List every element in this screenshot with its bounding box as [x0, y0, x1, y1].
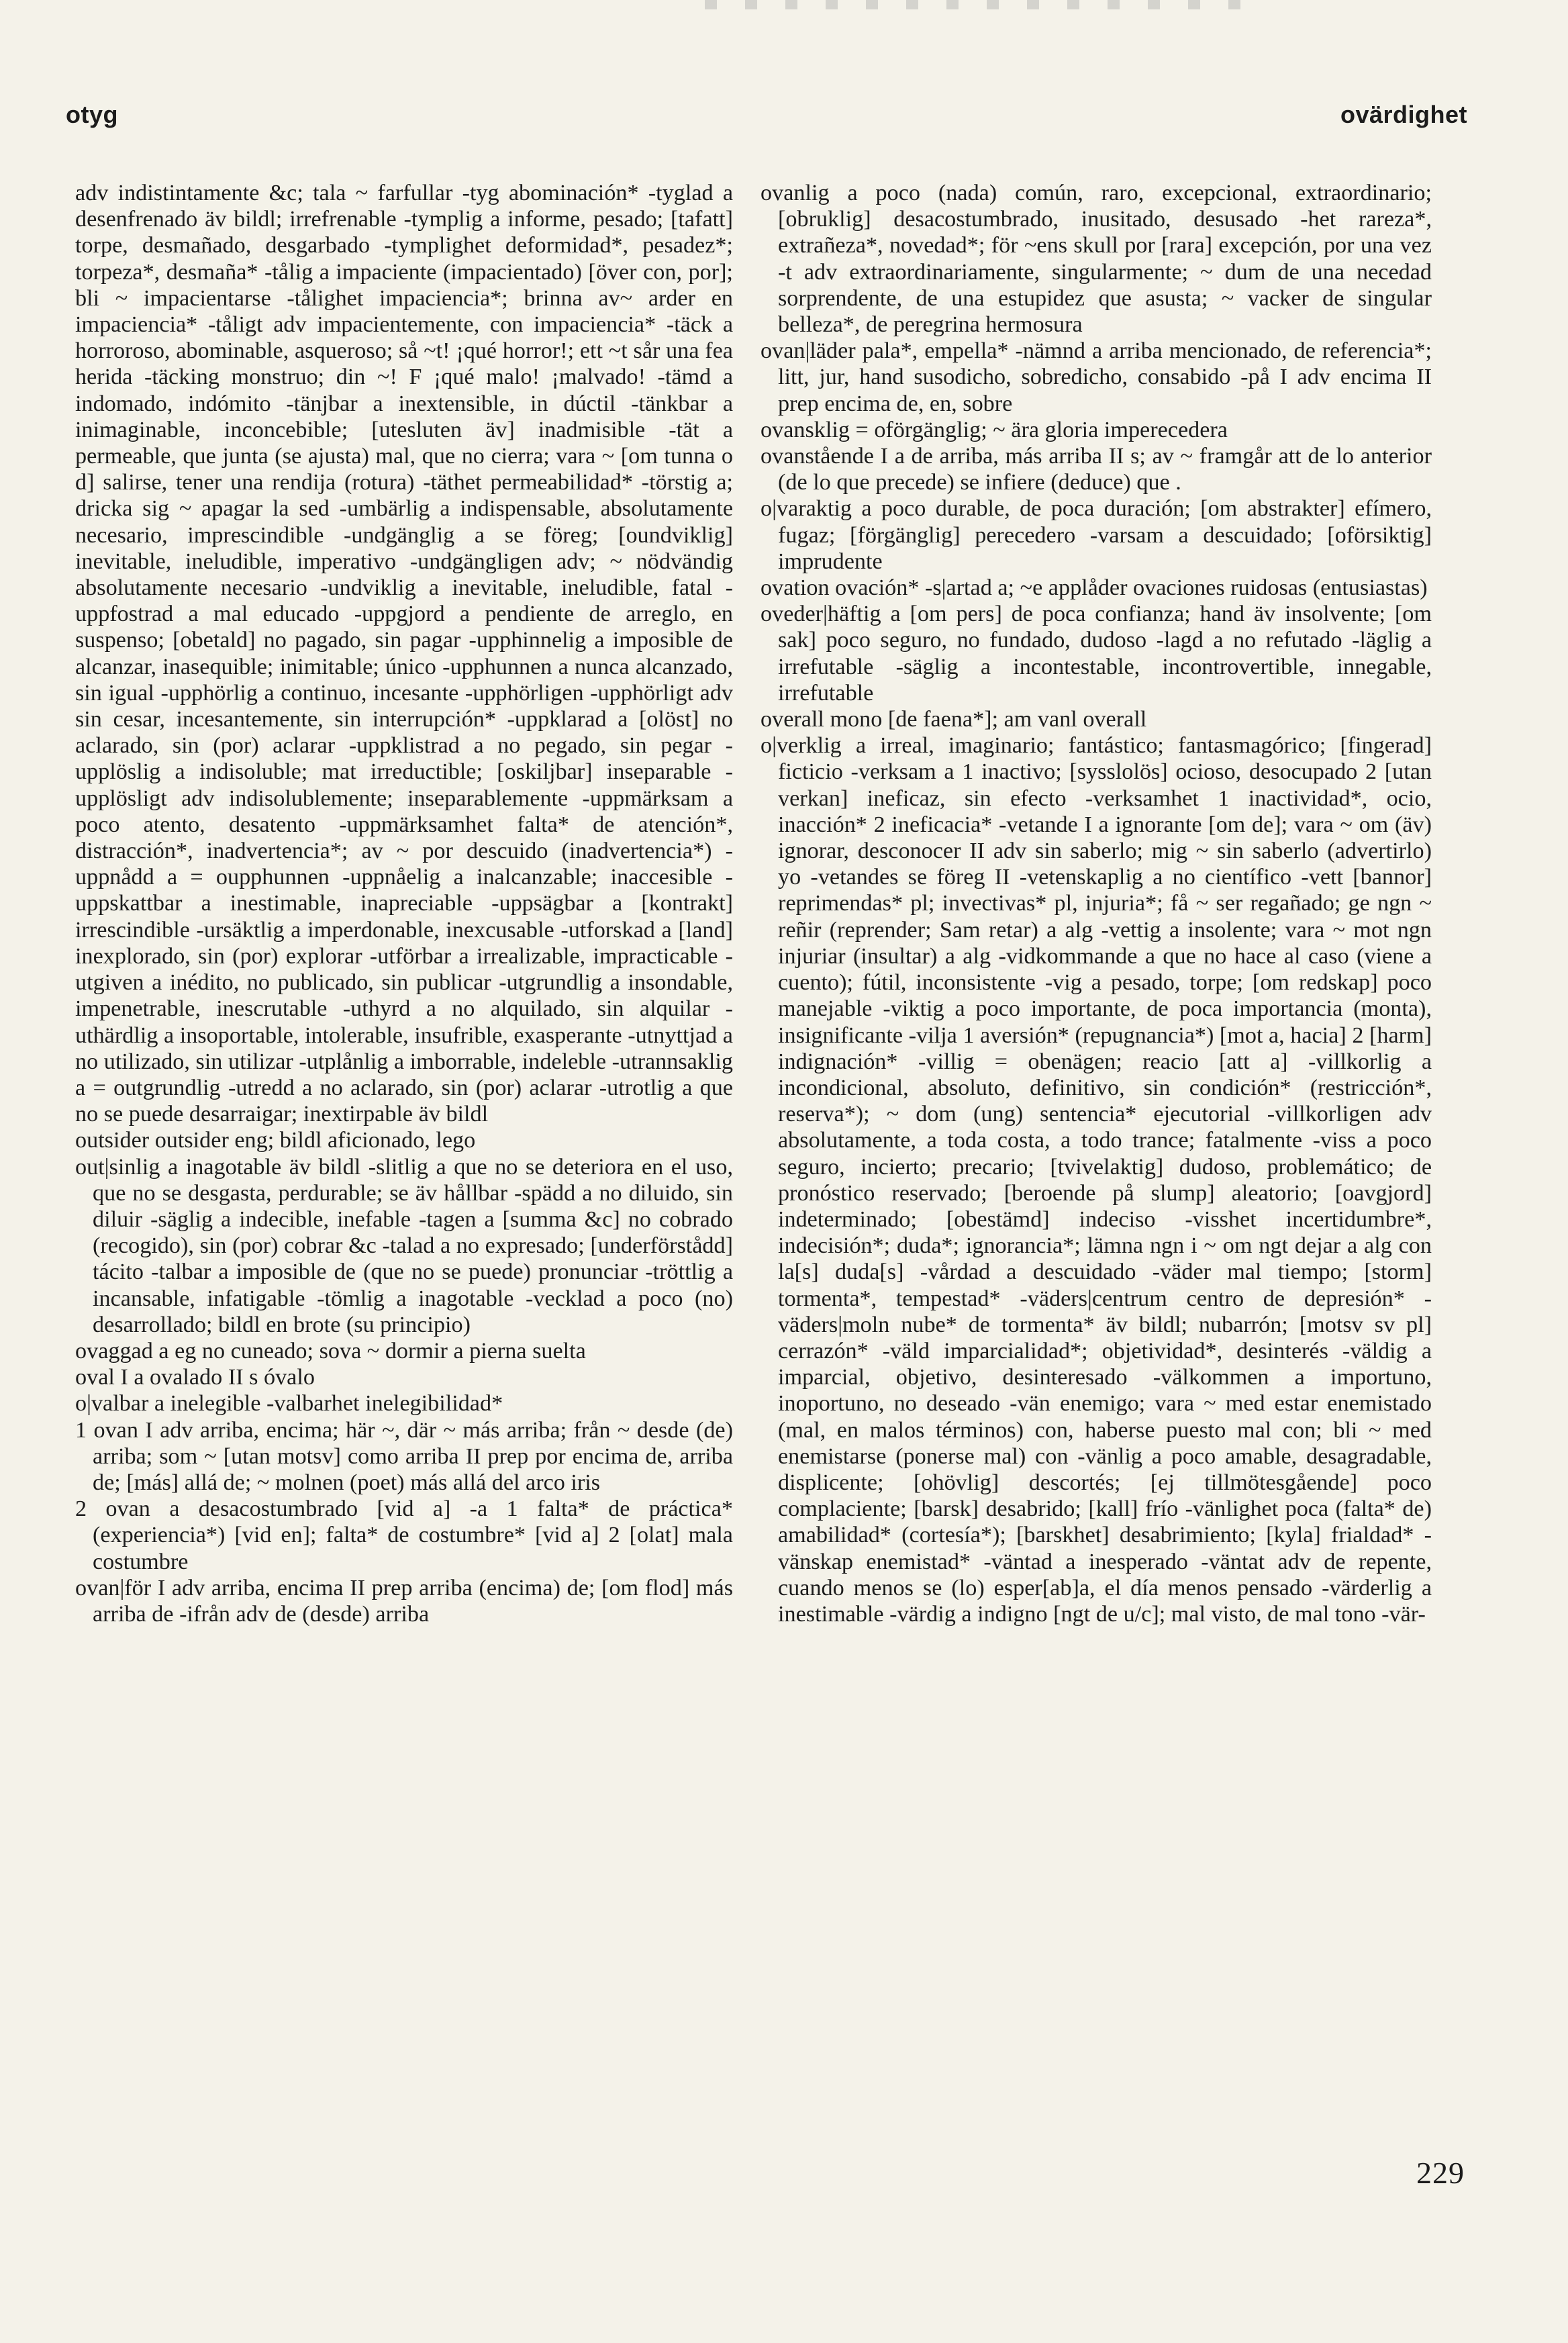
dictionary-entry: ovaggad a eg no cuneado; sova ~ dormir a pierna suelta — [75, 1338, 586, 1364]
left-column — [75, 180, 733, 1627]
dictionary-entry: oval I a ovalado II s óvalo — [75, 1365, 315, 1390]
dictionary-entry: ovanstående I a de arriba, más arriba II s; av ~ framgår att de lo anterior (de lo que precede) se infiere (deduce) que . — [761, 444, 1432, 495]
dictionary-entry: ovansklig = oförgänglig; ~ ära gloria imperecedera — [761, 417, 1228, 442]
dictionary-entry: outsider outsider eng; bildl aficionado, lego — [75, 1128, 476, 1153]
dictionary-entry: out|sinlig a inagotable äv bildl -slitlig a que no se deteriora en el uso, que no se desgasta, perdurable; se äv hållbar -spädd a no diluido, sin diluir -säglig a indecible, inefable -tagen a [summa &c] no cobrado (recogido), sin (por) cobrar &c -talad a no expresado; [underförstådd] tácito -talbar a imposible de (que no se puede) pronunciar -tröttlig a incansable, infatigable -tömlig a inagotable -vecklad a poco (no) desarrollado; bildl en brote (su principio) — [75, 1154, 733, 1337]
dictionary-entry: overall mono [de faena*]; am vanl overall — [761, 707, 1147, 732]
dictionary-entry: oveder|häftig a [om pers] de poca confianza; hand äv insolvente; [om sak] poco seguro, no fundado, dudoso -lagd a no refutado -läglig a irrefutable -säglig a incontestable, incontrovertible, innegable, irrefutable — [761, 602, 1432, 706]
right-column — [761, 180, 1432, 1627]
top-edge-bleed — [705, 0, 1242, 9]
dictionary-entry: ovan|för I adv arriba, encima II prep arriba (encima) de; [om flod] más arriba de -ifrån adv de (desde) arriba — [75, 1575, 733, 1627]
dictionary-entry: o|verklig a irreal, imaginario; fantástico; fantasmagórico; [fingerad] ficticio -verksam a 1 inactivo; [sysslolös] ocioso, desocupado 2 [utan verkan] ineficaz, sin efecto -verksamhet 1 inactividad*, ocio, inacción* 2 ineficacia* -vetande I a ignorante [om de]; vara ~ om (äv) ignorar, desconocer II adv sin saberlo; mig ~ sin saberlo (advertirlo) yo -vetandes se föreg II -vetenskaplig a no científico -vett [bannor] reprimendas* pl; invectivas* pl, injuria*; få ~ ser regañado; ge ngn ~ reñir (reprender; Sam retar) a alg -vettig a insolente; vara ~ mot ngn injuriar (insultar) a alg -vidkommande a que no hace al caso (viene a cuento); fútil, inconsistente -vig a pesado, torpe; [om redskap] poco manejable -viktig a poco importante, de poca importancia (monta), insignificante -vilja 1 aversión* (repugnancia*) [mot a, hacia] 2 [harm] indignación* -villig = obenägen; reacio [att a] -villkorlig a incondicional, absoluto, definitivo, sin condición* (restricción*, reserva*); ~ dom (ung) sentencia* ejecutorial -villkorligen adv absolutamente, a toda costa, a todo trance; fatalmente -viss a poco seguro, incierto; precario; [tvivelaktig] dudoso, problemático; de pronóstico reservado; [beroende på slump] aleatorio; [oavgjord] indeterminado; [obestämd] indeciso -visshet incertidumbre*, indecisión*; duda*; ignorancia*; lämna ngn i ~ om ngt dejar a alg con la[s] duda[s] -vårdad a descuidado -väder mal tiempo; [storm] tormenta*, tempestad* -väders|centrum centro de depresión* -väders|moln nube* de tormenta* äv bildl; nubarrón; [motsv sv pl] cerrazón* -väld imparcialidad*; objetividad*, desinterés -väldig a imparcial, objetivo, desinteresado -välkommen a importuno, inoportuno, no deseado -vän enemigo; vara ~ med estar enemistado (mal, en malos términos) con, haberse puesto mal con; bli ~ med enemistarse (ponerse mal) con -vänlig a poco amable, desagradable, displicente; [ohövlig] descortés; [ej tillmötesgående] poco complaciente; [barsk] desabrido; [kall] frío -vänlighet poca (falta* de) amabilidad* (cortesía*); [barskhet] desabrimiento; [kyla] frialdad* -vänskap enemistad* -väntad a inesperado -väntat adv de repente, cuando menos se (lo) esper[ab]a, el día menos pensado -värderlig a inestimable -värdig a indigno [ngt de u/c]; mal visto, de mal tono -vär- — [761, 733, 1432, 1627]
dictionary-entry: adv indistintamente &c; tala ~ farfullar -tyg abominación* -tyglad a desenfrenado äv bildl; irrefrenable -tymplig a informe, pesado; [tafatt] torpe, desmañado, desgarbado -tymplighet deformidad*, pesadez*; torpeza*, desmaña* -tålig a impaciente (impacientado) [över con, por]; bli ~ impacientarse -tålighet impaciencia*; brinna av~ arder en impaciencia* -tåligt adv impacientemente, con impaciencia* -täck a horroroso, abominable, asqueroso; så ~t! ¡qué horror!; ett ~t sår una fea herida -täcking monstruo; din ~! F ¡qué malo! ¡malvado! -tämd a indomado, indómito -tänjbar a inextensible, in dúctil -tänkbar a inimaginable, inconcebible; [utesluten äv] inadmisible -tät a permeable, que junta (se ajusta) mal, que no cierra; vara ~ [om tunna o d] salirse, tener una rendija (rotura) -täthet permeabilidad* -törstig a; dricka sig ~ apagar la sed -umbärlig a indispensable, absolutamente necesario, imprescindible -undgänglig a se föreg; [oundviklig] inevitable, ineludible, imperativo -undgängligen adv; ~ nödvändig absolutamente necesario -undviklig a inevitable, ineludible, fatal -uppfostrad a mal educado -uppgjord a pendiente de arreglo, en suspenso; [obetald] no pagado, sin pagar -upphinnelig a imposible de alcanzar, inasequible; inimitable; único -upphunnen a nunca alcanzado, sin igual -upphörlig a continuo, incesante -upphörligen -upphörligt adv sin cesar, incesantemente, sin interrupción* -uppklarad a [olöst] no aclarado, sin (por) aclarar -uppklistrad a no pegado, sin pegar -upplöslig a indisoluble; mat irreductible; [oskiljbar] inseparable -upplösligt adv indisolublemente; inseparablemente -uppmärksam a poco atento, desatento -uppmärksamhet falta* de atención*, distracción*, inadvertencia*; av ~ por descuido (inadvertencia*) -uppnådd a = oupphunnen -uppnåelig a inalcanzable; inaccesible -uppskattbar a inestimable, inapreciable -uppsägbar a [kontrakt] irrescindible -ursäktlig a imperdonable, inexcusable -utforskad a [land] inexplorado, sin (por) explorar -utförbar a irrealizable, impracticable -utgiven a inédito, no publicado, sin publicar -utgrundlig a insondable, impenetrable, inescrutable -uthyrd a no alquilado, sin alquilar -uthärdlig a insoportable, intolerable, insufrible, exasperante -utnyttjad a no utilizado, sin utilizar -utplånlig a imborrable, indeleble -utrannsaklig a = outgrundlig -utredd a no aclarado, sin (por) aclarar -utrotlig a que no se puede desarraigar; inextirpable äv bildl — [75, 181, 733, 1127]
dictionary-entry: 1 ovan I adv arriba, encima; här ~, där ~ más arriba; från ~ desde (de) arriba; som ~ [utan motsv] como arriba II prep por encima de, arriba de; [más] allá de; ~ molnen (poet) más allá del arco iris — [75, 1417, 733, 1495]
page-number: 229 — [1416, 2156, 1465, 2190]
dictionary-entry: ovan|läder pala*, empella* -nämnd a arriba mencionado, de referencia*; litt, jur, hand susodicho, sobredicho, consabido -på I adv encima II prep encima de, en, sobre — [761, 338, 1432, 416]
dictionary-entry: 2 ovan a desacostumbrado [vid a] -a 1 falta* de práctica* (experiencia*) [vid en]; falta* de costumbre* [vid a] 2 [olat] mala costumbre — [75, 1496, 733, 1574]
dictionary-entry: o|varaktig a poco durable, de poca duración; [om abstrakter] efímero, fugaz; [förgänglig] perecedero -varsam a descuidado; [oförsiktig] imprudente — [761, 496, 1432, 574]
running-head-right: ovärdighet — [1340, 101, 1467, 128]
dictionary-entry: o|valbar a inelegible -valbarhet inelegibilidad* — [75, 1391, 503, 1417]
dictionary-entry: ovation ovación* -s|artad a; ~e applåder ovaciones ruidosas (entusiastas) — [761, 575, 1428, 601]
running-head-left: otyg — [66, 101, 118, 128]
dictionary-entry: ovanlig a poco (nada) común, raro, excepcional, extraordinario; [obruklig] desacostumbrado, inusitado, desusado -het rareza*, extrañeza*, novedad*; för ~ens skull por [rara] excepción, por una vez -t adv extraordinariamente, singularmente; ~ dum de una necedad sorprendente, de una estupidez que asusta; ~ vacker de singular belleza*, de peregrina hermosura — [761, 181, 1432, 338]
